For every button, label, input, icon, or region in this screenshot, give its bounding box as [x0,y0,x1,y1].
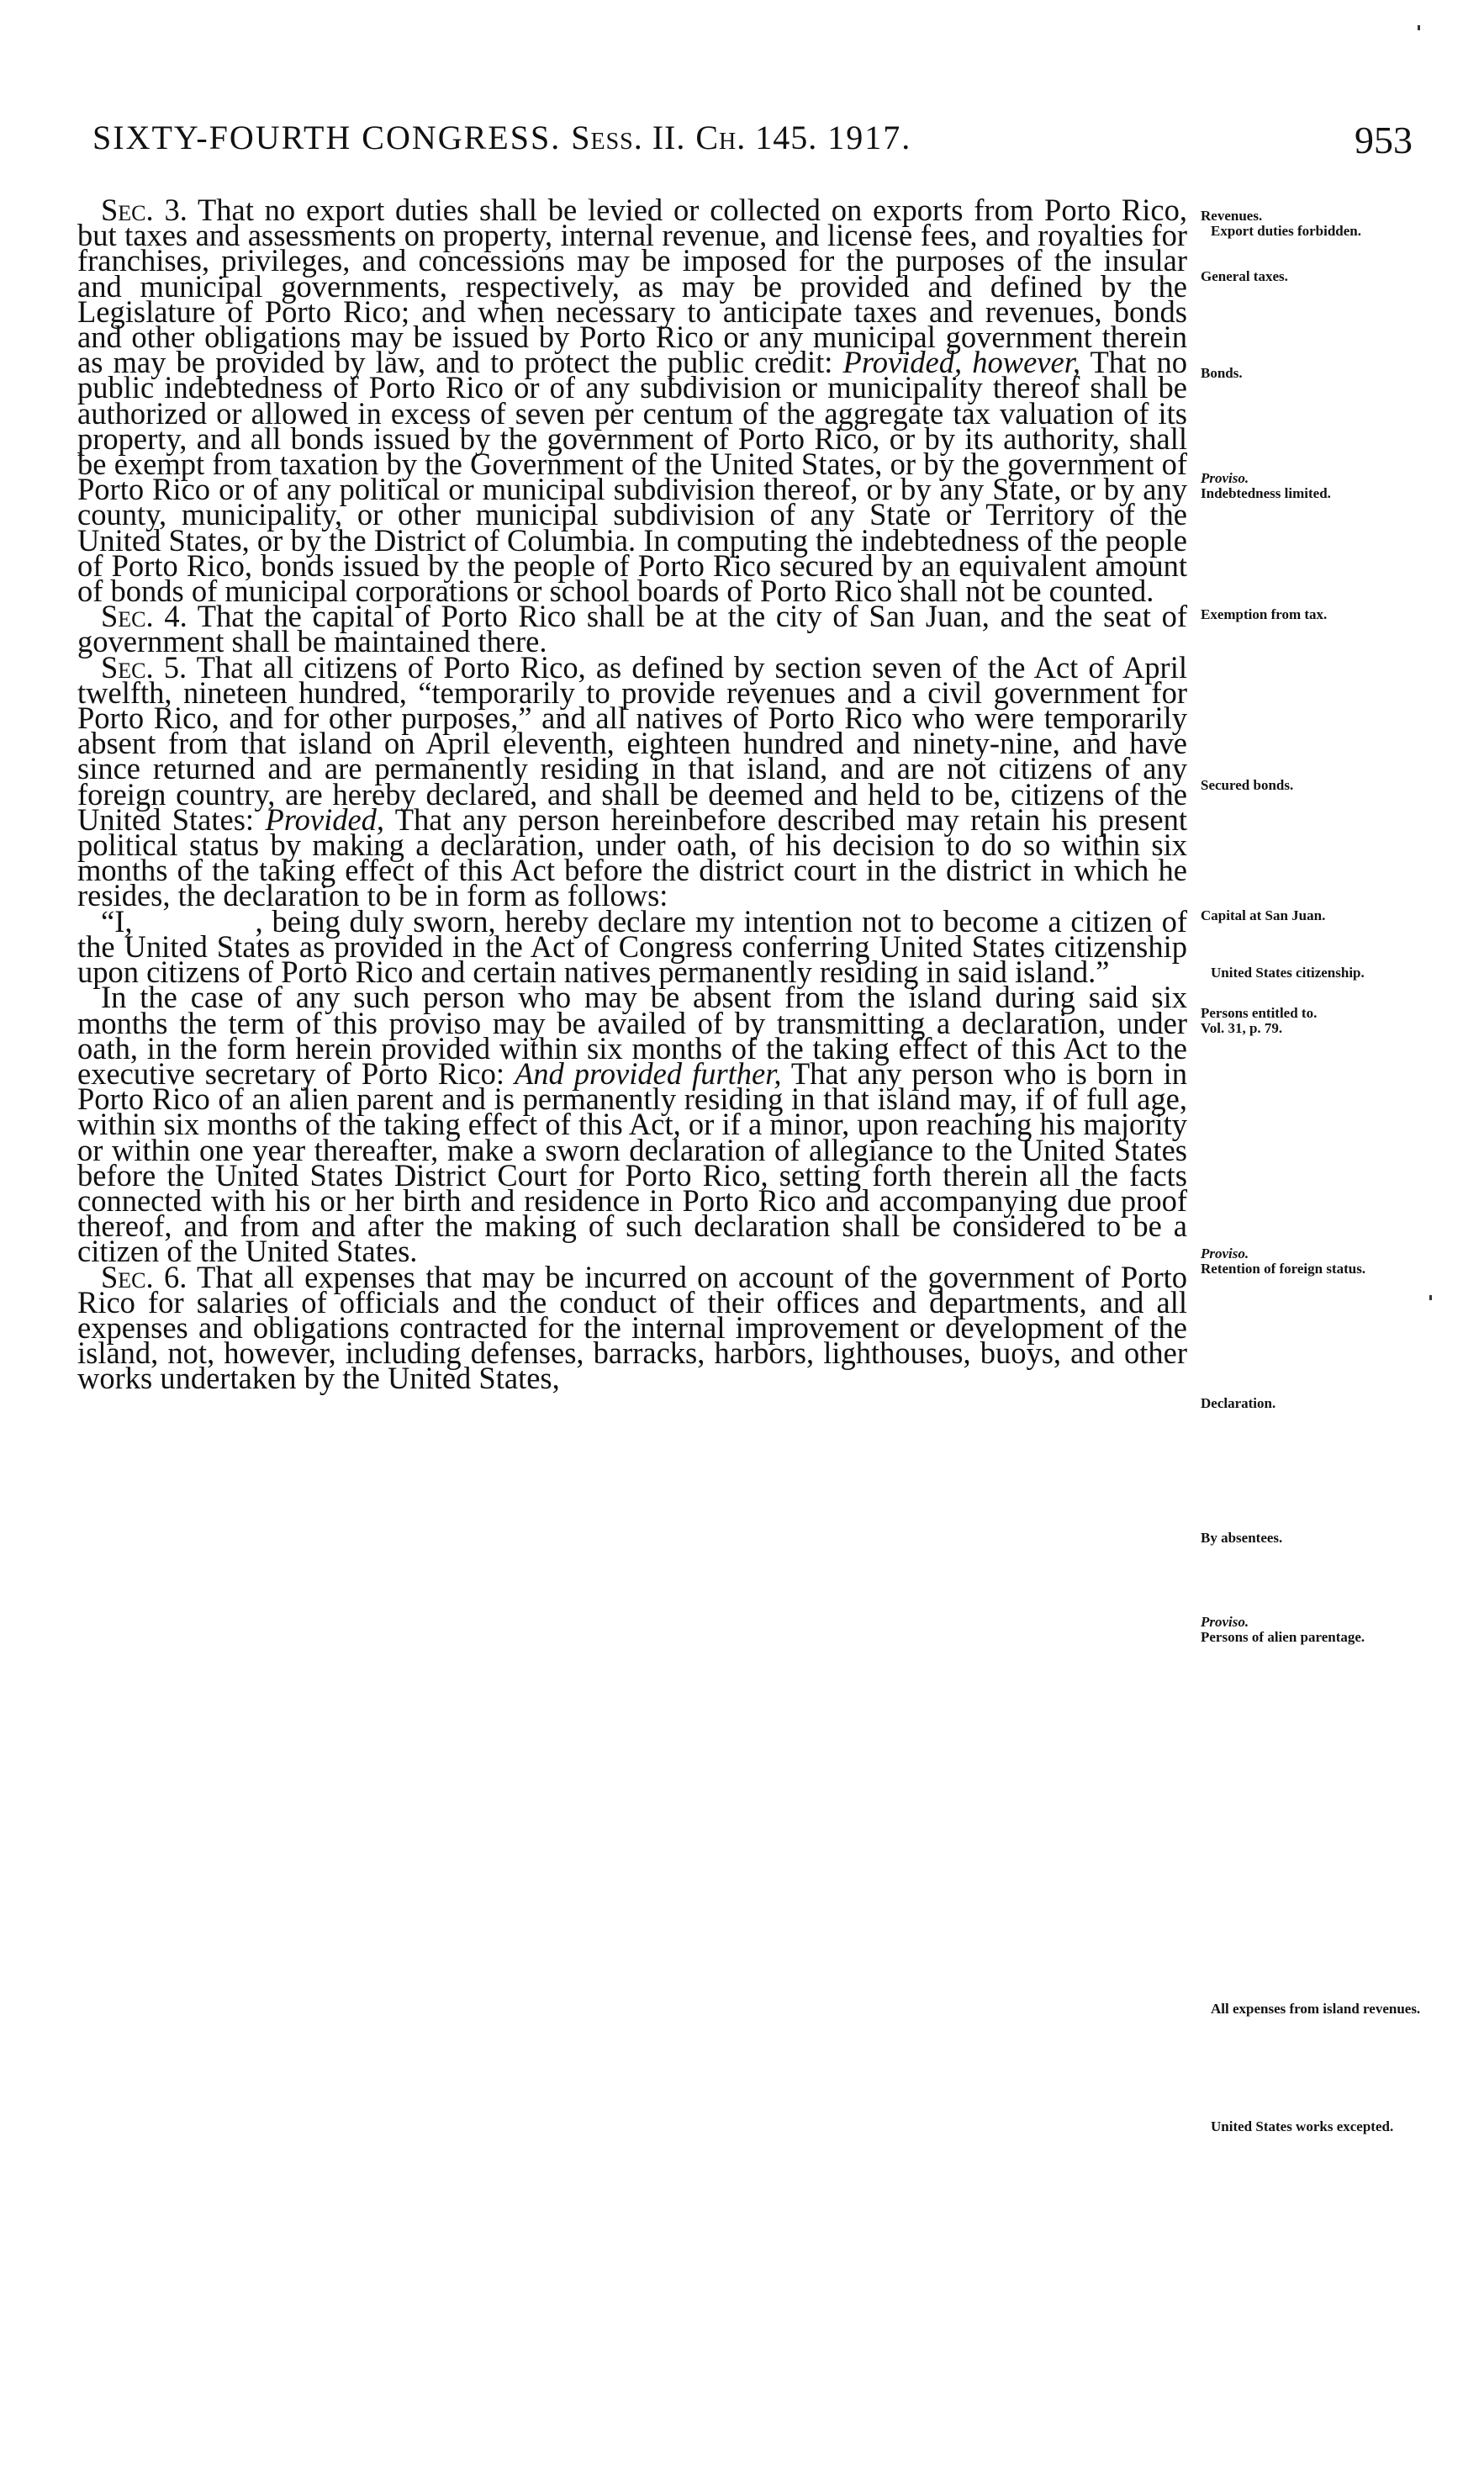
section-label: Sec. 6. [101,1259,187,1294]
margin-note: Declaration. [1201,1395,1276,1411]
margin-note-proviso: Proviso. Indebtedness limited. [1201,470,1331,501]
margin-note-proviso: Proviso. Persons of alien parentage. [1201,1614,1365,1645]
margin-note: Vol. 31, p. 79. [1201,1020,1283,1036]
page-number: 953 [1355,119,1413,161]
margin-note: United States citizenship. [1211,965,1365,981]
chapter-label: Ch. 145. [695,119,818,156]
congress-label: SIXTY-FOURTH CONGRESS. [92,119,562,156]
margin-note: Revenues. [1201,208,1263,224]
scan-speck [1418,25,1420,30]
section-label: Sec. 5. [101,649,187,685]
proviso-phrase: And provided further, [514,1055,782,1091]
year-label: 1917. [827,119,912,156]
margin-note: Export duties forbidden. [1211,223,1361,239]
scan-speck [1429,1295,1432,1300]
margin-note-proviso: Proviso. Retention of foreign status. [1201,1246,1366,1277]
margin-note: Capital at San Juan. [1201,907,1326,923]
margin-note: General taxes. [1201,268,1288,284]
statute-body [77,193,1188,1396]
running-head [92,118,911,157]
absentees-paragraph: In the case of any such person who may be absent from the island during said six months the term of this proviso may be availed of by transmitting a declaration, under oath, in the form herein provided within six months of the taking effect of this Act to the executive secretary of Porto Rico: And provided further, That any person who is born in Porto Rico of an alien parent and is permanently residing in that island may, if of full age, within six months of the taking effect of this Act, or if a minor, upon reaching his majority or within one year thereafter, make a sworn declaration of allegiance to the United States before the United States District Court for Porto Rico, setting forth therein all the facts connected with his or her birth and residence in Porto Rico and accompanying due proof thereof, and from and after the making of such declaration shall be considered to be a citizen of the United States. [77,980,1187,1269]
proviso-phrase: Provided, [265,801,385,837]
margin-note: Bonds. [1201,365,1243,381]
margin-note: Persons entitled to. [1201,1005,1318,1021]
margin-note: United States works excepted. [1211,2118,1394,2134]
section-label: Sec. 3. [101,193,187,227]
section-6-paragraph: Sec. 6. That all expenses that may be incurred on account of the government of Porto Rico for salaries of officials and the conduct of their offices and departments, and all expenses and obligations contracted for the internal improvement or development of the island, not, however, including defenses, barracks, harbors, lighthouses, buoys, and other works undertaken by the United States, [77,1259,1188,1396]
margin-note: By absentees. [1201,1530,1283,1546]
section-5-paragraph: Sec. 5. That all citizens of Porto Rico, as defined by section seven of the Act of April twelfth, nineteen hundred, “temporarily to provide revenues and a civil government for Porto Rico, and for other purposes,” and all natives of Porto Rico who were temporarily absent from that island on April eleventh, eighteen hundred and ninety-nine, and have since returned and are permanently residing in that island, and are not citizens of any foreign country, are hereby declared, and shall be deemed and held to be, citizens of the United States: Provided, That any person hereinbefore described may retain his present political status by making a declaration, under oath, of his decision to do so within six months of the taking effect of this Act before the district court in the district in which he resides, the declaration to be in form as follows: [77,649,1188,913]
proviso-phrase: Provided, however, [842,345,1080,380]
section-4-paragraph: Sec. 4. That the capital of Porto Rico shall be at the city of San Juan, and the seat of government shall be maintained there. [77,599,1187,659]
section-3-paragraph: Sec. 3. That no export duties shall be levied or collected on exports from Porto Rico, but taxes and assessments on property, internal revenue, and license fees, and royalties for franchises, privileges, and concessions may be imposed for the purposes of the insular and municipal governments, respectively, as may be provided and defined by the Legislature of Porto Rico; and when necessary to anticipate taxes and revenues, bonds and other obligations may be issued by Porto Rico or any municipal government therein as may be provided by law, and to protect the public credit: Provided, however, That no public indebtedness of Porto Rico or of any subdivision or municipality thereof shall be authorized or allowed in excess of seven per centum of the aggregate tax valuation of its property, and all bonds issued by the government of Porto Rico, or by its authority, shall be exempt from taxation by the Government of the United States, or by the government of Porto Rico or of any political or municipal subdivision thereof, or by any State, or by any county, municipality, or other municipal subdivision of any State or Territory of the United States, or by the District of Columbia. In computing the indebtedness of the people of Porto Rico, bonds issued by the people of Porto Rico secured by an equivalent amount of bonds of municipal corporations or school boards of Porto Rico shall not be counted. [77,193,1187,609]
margin-note: All expenses from island revenues. [1211,2001,1421,2017]
section-label: Sec. 4. [101,599,187,634]
running-header [92,118,1413,177]
margin-note: Secured bonds. [1201,777,1294,793]
declaration-form-paragraph: “I, , being duly sworn, hereby declare my intention not to become a citizen of the United States as provided in the Act of Congress conferring United States citizenship upon citizens of Porto Rico and certain natives permanently residing in said island.” [77,903,1187,990]
session-label: Sess. II. [571,119,686,156]
margin-note: Exemption from tax. [1201,606,1328,622]
